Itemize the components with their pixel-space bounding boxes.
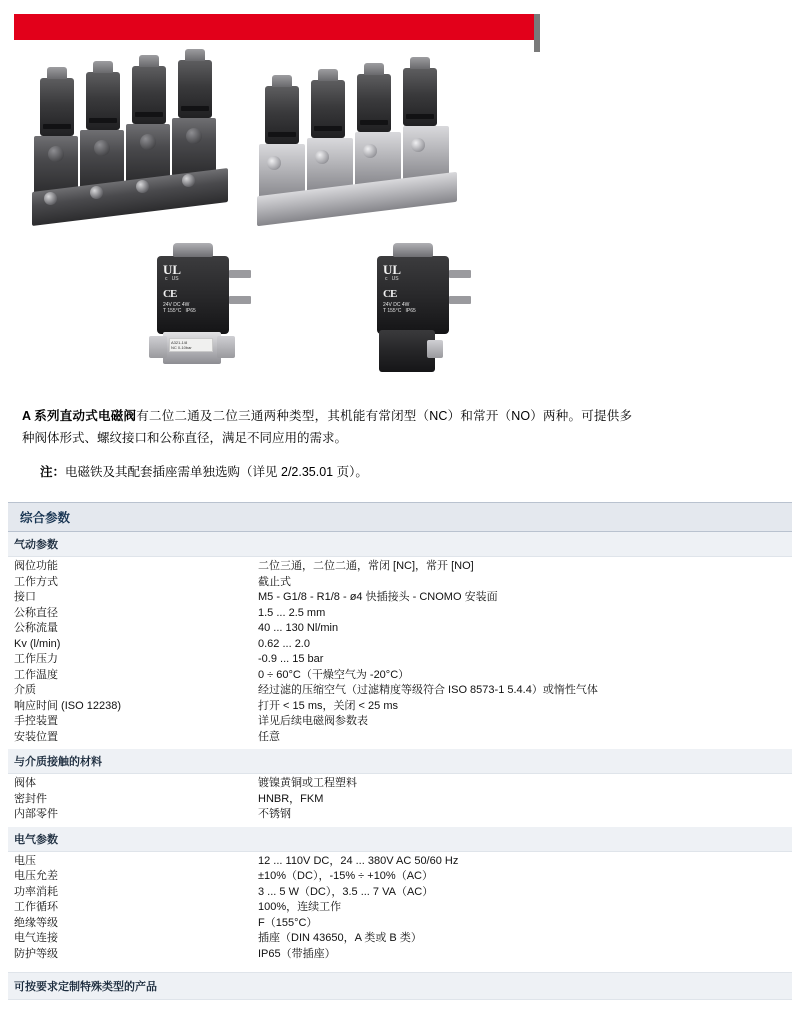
row-key: 响应时间 (ISO 12238) <box>14 699 121 712</box>
row-value: 详见后续电磁阀参数表 <box>258 715 368 727</box>
row-key: 内部零件 <box>14 808 58 820</box>
table-row <box>8 807 792 823</box>
coil-cap <box>393 243 433 257</box>
table-row <box>8 699 792 715</box>
valve-body <box>126 124 170 182</box>
row-value: 12 ... 110V DC，24 ... 380V AC 50/60 Hz <box>258 854 459 867</box>
row-key: 功率消耗 <box>14 885 58 898</box>
table-row <box>8 590 792 606</box>
product-image-single-plastic <box>369 240 484 380</box>
row-key: Kv (l/min) <box>14 637 61 650</box>
valve-data-label: A321-1/8 NC 0-10bar <box>169 338 213 352</box>
row-value: 任意 <box>258 730 280 743</box>
row-key: 工作方式 <box>14 575 58 588</box>
row-key: 接口 <box>14 591 36 603</box>
coil-rating-label: 24V DC 4W T 155°C IP65 <box>383 302 416 314</box>
valve-body <box>80 130 124 188</box>
row-key: 密封件 <box>14 792 47 805</box>
solenoid-coil <box>178 60 212 118</box>
ce-certification-icon: CE <box>163 288 177 300</box>
table-row <box>8 559 792 575</box>
group-header-materials: 与介质接触的材料 <box>8 749 792 774</box>
spade-terminal <box>449 296 471 304</box>
ul-sub-label: c US <box>165 276 179 282</box>
table-row <box>8 606 792 622</box>
ul-certification-icon: UL <box>163 262 182 277</box>
row-value: -0.9 ... 15 bar <box>258 653 324 665</box>
row-value: F（155°C） <box>258 916 318 929</box>
table-row <box>8 730 792 746</box>
row-key: 防护等级 <box>14 947 58 960</box>
row-key: 电气连接 <box>14 932 58 944</box>
table-row <box>8 776 792 792</box>
row-value: 镀镍黄铜或工程塑料 <box>258 777 357 789</box>
manual-override-knob <box>186 128 202 144</box>
table-row <box>8 916 792 932</box>
intro-lead: A 系列直动式电磁阀 <box>22 409 137 423</box>
banner-tail-bar <box>534 14 540 52</box>
port-fitting <box>427 340 443 358</box>
valve-body <box>172 118 216 176</box>
manual-override-knob <box>48 146 64 162</box>
solenoid-coil-large <box>157 256 229 334</box>
valve-body <box>34 136 78 194</box>
product-image-manifold-alloy <box>259 68 474 248</box>
note-label: 注： <box>40 465 66 479</box>
port-outlet <box>136 180 149 193</box>
row-value: 截止式 <box>258 575 291 588</box>
row-value: 不锈钢 <box>258 808 291 820</box>
row-value: M5 - G1/8 - R1/8 - ø4 快插接头 - CNOMO 安装面 <box>258 591 498 603</box>
row-value: 插座（DIN 43650，A 类或 B 类） <box>258 932 422 944</box>
row-key: 绝缘等级 <box>14 916 58 929</box>
solenoid-coil <box>132 66 166 124</box>
table-row <box>8 885 792 901</box>
top-red-banner <box>14 14 534 40</box>
row-value: ±10%（DC），-15% ÷ +10%（AC） <box>258 870 433 882</box>
specifications-section <box>8 502 792 1000</box>
row-key: 电压 <box>14 854 36 867</box>
section-title: 综合参数 <box>8 502 792 532</box>
group-rows-pneumatic <box>8 557 792 749</box>
product-image-manifold-black <box>34 60 249 240</box>
row-value: 经过滤的压缩空气（过滤精度等级符合 ISO 8573-1 5.4.4）或惰性气体 <box>258 684 598 696</box>
row-value: 100%，连续工作 <box>258 901 342 913</box>
spade-terminal <box>449 270 471 278</box>
row-value: 二位三通，二位二通，常闭 [NC]，常开 [NO] <box>258 560 474 572</box>
row-key: 公称直径 <box>14 606 58 619</box>
group-header-pneumatic: 气动参数 <box>8 532 792 557</box>
solenoid-coil <box>265 86 299 144</box>
port-outlet <box>267 156 281 170</box>
row-value: 1.5 ... 2.5 mm <box>258 606 326 619</box>
row-key: 电压允差 <box>14 870 58 882</box>
row-value: 打开 < 15 ms，关闭 < 25 ms <box>258 699 398 712</box>
solenoid-coil <box>357 74 391 132</box>
table-row <box>8 947 792 963</box>
table-row <box>8 792 792 808</box>
row-value: IP65（带插座） <box>258 947 336 960</box>
row-value: 40 ... 130 Nl/min <box>258 622 339 634</box>
row-value: HNBR，FKM <box>258 792 324 805</box>
table-row <box>8 668 792 684</box>
manual-override-knob <box>94 140 110 156</box>
table-row <box>8 854 792 870</box>
group-rows-electrical <box>8 852 792 967</box>
row-key: 阀体 <box>14 777 36 789</box>
row-value: 0.62 ... 2.0 <box>258 637 310 650</box>
row-key: 工作压力 <box>14 653 58 665</box>
table-row <box>8 652 792 668</box>
group-header-electrical: 电气参数 <box>8 827 792 852</box>
row-key: 介质 <box>14 684 36 696</box>
group-rows-materials <box>8 774 792 827</box>
row-key: 工作温度 <box>14 668 58 681</box>
spade-terminal <box>229 270 251 278</box>
intro-paragraph <box>22 405 632 449</box>
note-paragraph <box>40 462 640 482</box>
ce-certification-icon: CE <box>383 288 397 300</box>
note-text: 电磁铁及其配套插座需单独选购（详见 2/2.35.01 页）。 <box>65 465 368 479</box>
solenoid-coil <box>311 80 345 138</box>
product-image-area <box>14 50 534 380</box>
table-row <box>8 621 792 637</box>
footer-note: 可按要求定制特殊类型的产品 <box>8 972 792 1000</box>
port-outlet <box>182 174 195 187</box>
table-row <box>8 637 792 653</box>
solenoid-coil <box>86 72 120 130</box>
row-key: 安装位置 <box>14 730 58 743</box>
solenoid-coil-large <box>377 256 449 334</box>
coil-rating-label: 24V DC 4W T 155°C IP65 <box>163 302 196 314</box>
row-key: 公称流量 <box>14 622 58 634</box>
port-outlet <box>44 192 57 205</box>
solenoid-coil <box>403 68 437 126</box>
table-row <box>8 931 792 947</box>
row-key: 阀位功能 <box>14 560 58 572</box>
row-key: 工作循环 <box>14 901 58 913</box>
table-row <box>8 714 792 730</box>
spade-terminal <box>229 296 251 304</box>
solenoid-coil <box>40 78 74 136</box>
table-row <box>8 575 792 591</box>
row-value: 3 ... 5 W（DC），3.5 ... 7 VA（AC） <box>258 885 434 898</box>
product-image-single-metal <box>149 240 264 380</box>
port-fitting <box>217 336 235 358</box>
coil-cap <box>173 243 213 257</box>
port-fitting <box>149 336 167 358</box>
port-outlet <box>315 150 329 164</box>
ul-sub-label: c US <box>385 276 399 282</box>
port-outlet <box>363 144 377 158</box>
port-outlet <box>90 186 103 199</box>
manual-override-knob <box>140 134 156 150</box>
row-key: 手控装置 <box>14 715 58 727</box>
intro-body: 有二位二通及二位三通两种类型，其机能有常闭型（NC）和常开（NO）两种。可提供多种阀体形式、螺纹接口和公称直径，满足不同应用的需求。 <box>22 409 632 445</box>
ul-certification-icon: UL <box>383 262 402 277</box>
table-row <box>8 900 792 916</box>
port-outlet <box>411 138 425 152</box>
table-row <box>8 683 792 699</box>
table-row <box>8 869 792 885</box>
row-value: 0 ÷ 60°C（干燥空气为 -20°C） <box>258 668 410 681</box>
